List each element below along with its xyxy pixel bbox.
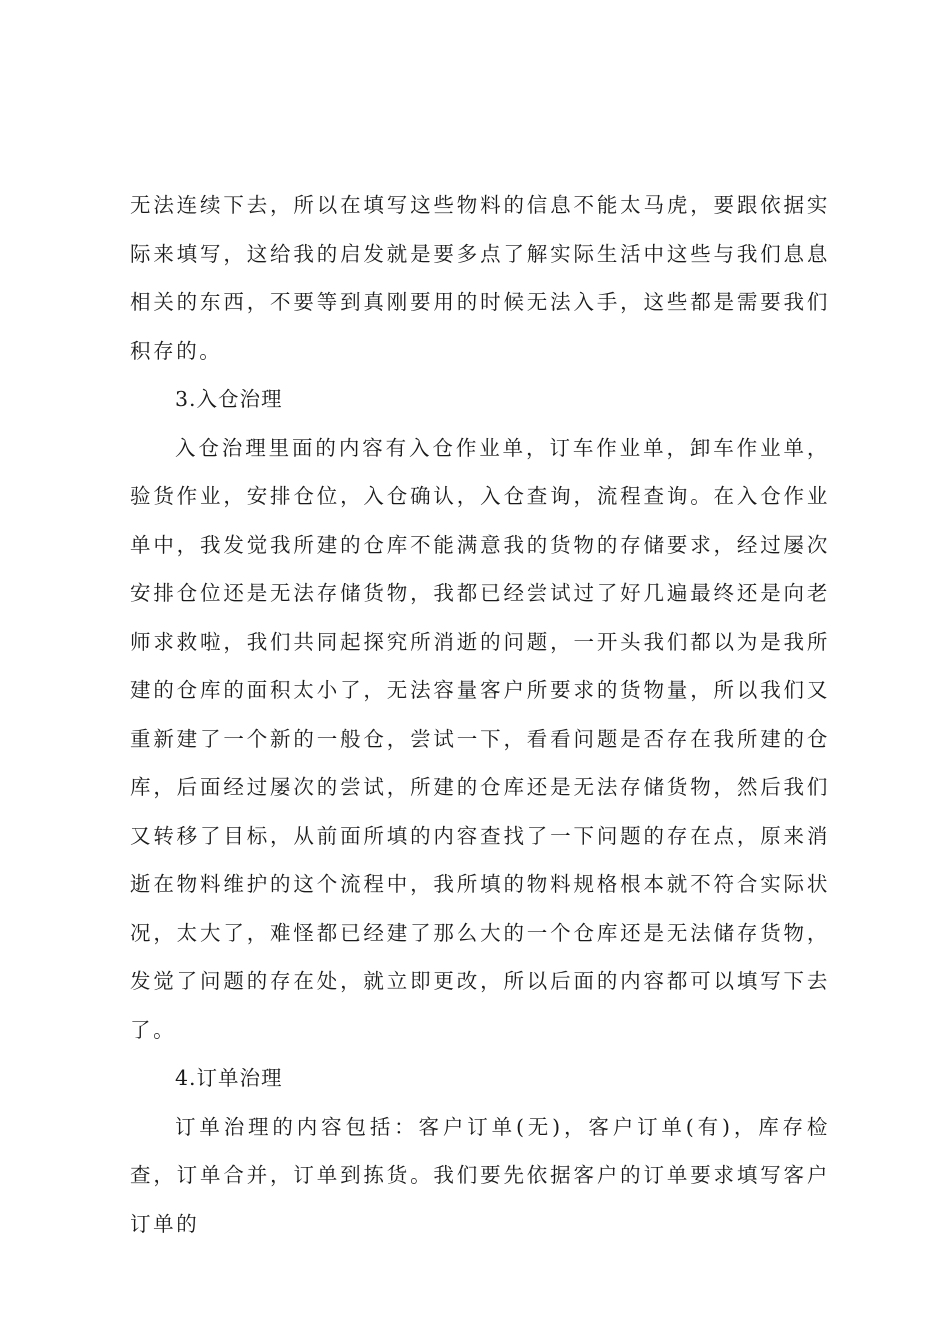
paragraph-continuation: 无法连续下去，所以在填写这些物料的信息不能太马虎，要跟依据实际来填写，这给我的启发就是要多点了解实际生活中这些与我们息息相关的东西，不要等到真刚要用的时候无法入手，这些都是需要我们积存的。 <box>130 193 830 363</box>
section-heading-order-management: 4.订单治理 <box>175 1066 283 1090</box>
paragraph-order-management: 订单治理的内容包括：客户订单(无)，客户订单(有)，库存检查，订单合并，订单到拣货。我们要先依据客户的订单要求填写客户订单的 <box>130 1114 830 1236</box>
document-body <box>130 181 830 1248</box>
paragraph-inbound-management: 入仓治理里面的内容有入仓作业单，订车作业单，卸车作业单，验货作业，安排仓位，入仓确认，入仓查询，流程查询。在入仓作业单中，我发觉我所建的仓库不能满意我的货物的存储要求，经过屡次安排仓位还是无法存储货物，我都已经尝试过了好几遍最终还是向老师求救啦，我们共同起探究所消逝的问题，一开头我们都以为是我所建的仓库的面积太小了，无法容量客户所要求的货物量，所以我们又重新建了一个新的一般仓，尝试一下，看看问题是否存在我所建的仓库，后面经过屡次的尝试，所建的仓库还是无法存储货物，然后我们又转移了目标，从前面所填的内容查找了一下问题的存在点，原来消逝在物料维护的这个流程中，我所填的物料规格根本就不符合实际状况，太大了，难怪都已经建了那么大的一个仓库还是无法储存货物，发觉了问题的存在处，就立即更改，所以后面的内容都可以填写下去了。 <box>130 435 830 1042</box>
section-heading-inbound-management: 3.入仓治理 <box>175 387 283 411</box>
